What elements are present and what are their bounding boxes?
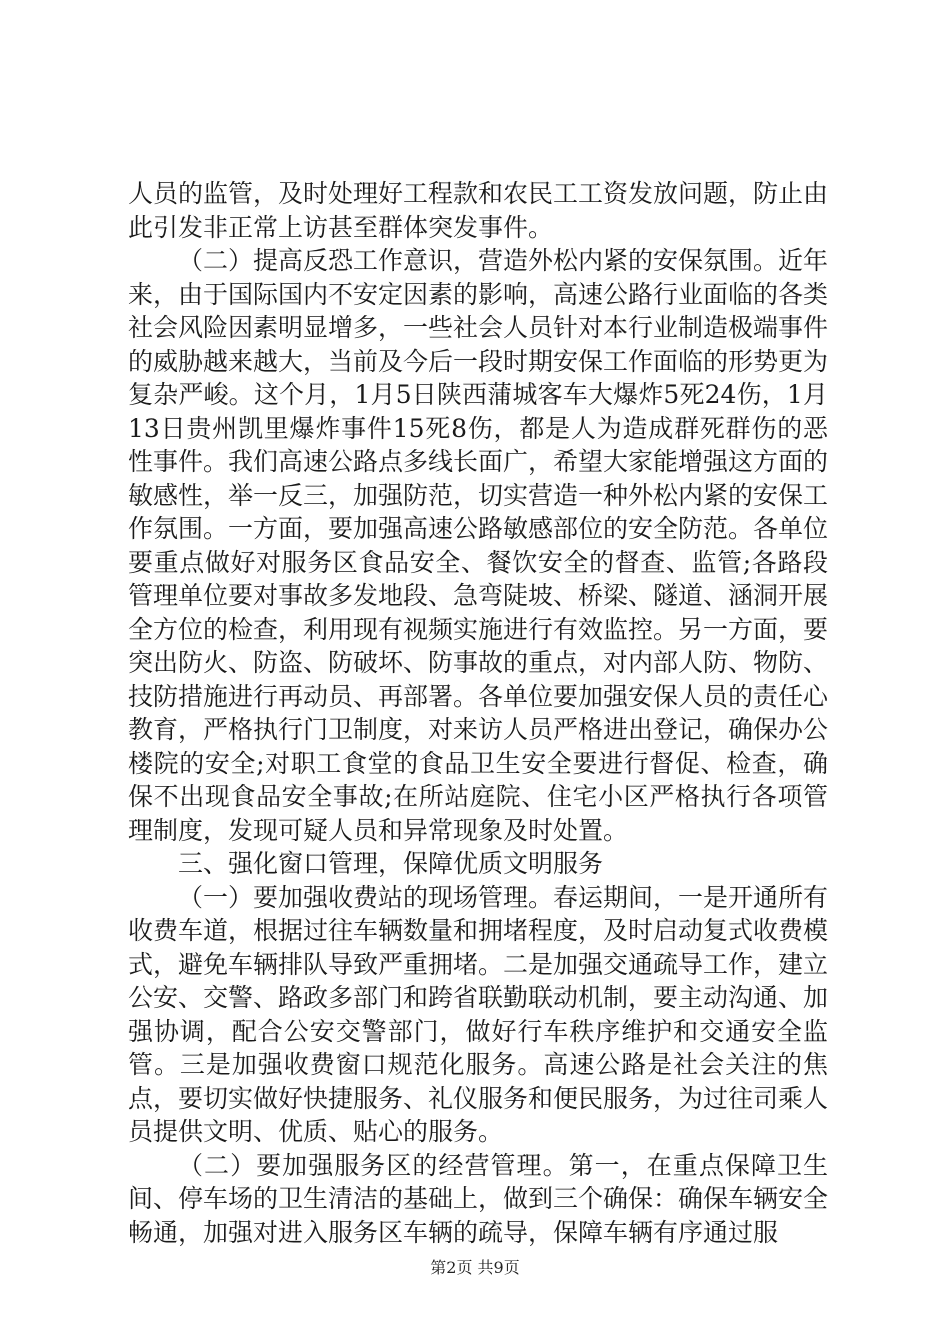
section-heading-3: 三、强化窗口管理，保障优质文明服务 — [178, 849, 604, 878]
paragraph-5: （二）要加强服务区的经营管理。第一，在重点保障卫生间、停车场的卫生清洁的基础上，做到三个确保：确保车辆安全畅通，加强对进入服务区车辆的疏导，保障车辆有序通过服 — [128, 1150, 829, 1247]
document-body — [128, 177, 828, 1249]
paragraph-4: （一）要加强收费站的现场管理。春运期间，一是开通所有收费车道，根据过往车辆数量和拥堵程度，及时启动复式收费模式，避免车辆排队导致严重拥堵。二是加强交通疏导工作，建立公安、交警、路政多部门和跨省联勤联动机制，要主动沟通、加强协调，配合公安交警部门，做好行车秩序维护和交通安全监管。三是加强收费窗口规范化服务。高速公路是社会关注的焦点，要切实做好快捷服务、礼仪服务和便民服务，为过往司乘人员提供文明、优质、贴心的服务。 — [128, 882, 829, 1146]
page-number-footer: 第2页 共9页 — [430, 1258, 520, 1277]
paragraph-2: （二）提高反恐工作意识，营造外松内紧的安保氛围。近年来，由于国际国内不安定因素的影响，高速公路行业面临的各类社会风险因素明显增多，一些社会人员针对本行业制造极端事件的威胁越来越大，当前及今后一段时期安保工作面临的形势更为复杂严峻。这个月，1月5日陕西蒲城客车大爆炸5死24伤，1月13日贵州凯里爆炸事件15死8伤，都是人为造成群死群伤的恶性事件。我们高速公路点多线长面广，希望大家能增强这方面的敏感性，举一反三，加强防范，切实营造一种外松内紧的安保工作氛围。一方面，要加强高速公路敏感部位的安全防范。各单位要重点做好对服务区食品安全、餐饮安全的督查、监管;各路段管理单位要对事故多发地段、急弯陡坡、桥梁、隧道、涵洞开展全方位的检查，利用现有视频实施进行有效监控。另一方面，要突出防火、防盗、防破坏、防事故的重点，对内部人防、物防、技防措施进行再动员、再部署。各单位要加强安保人员的责任心教育，严格执行门卫制度，对来访人员严格进出登记，确保办公楼院的安全;对职工食堂的食品卫生安全要进行督促、检查，确保不出现食品安全事故;在所站庭院、住宅小区严格执行各项管理制度，发现可疑人员和异常现象及时处置。 — [128, 246, 829, 845]
paragraph-1: 人员的监管，及时处理好工程款和农民工工资发放问题，防止由此引发非正常上访甚至群体突发事件。 — [128, 179, 829, 242]
